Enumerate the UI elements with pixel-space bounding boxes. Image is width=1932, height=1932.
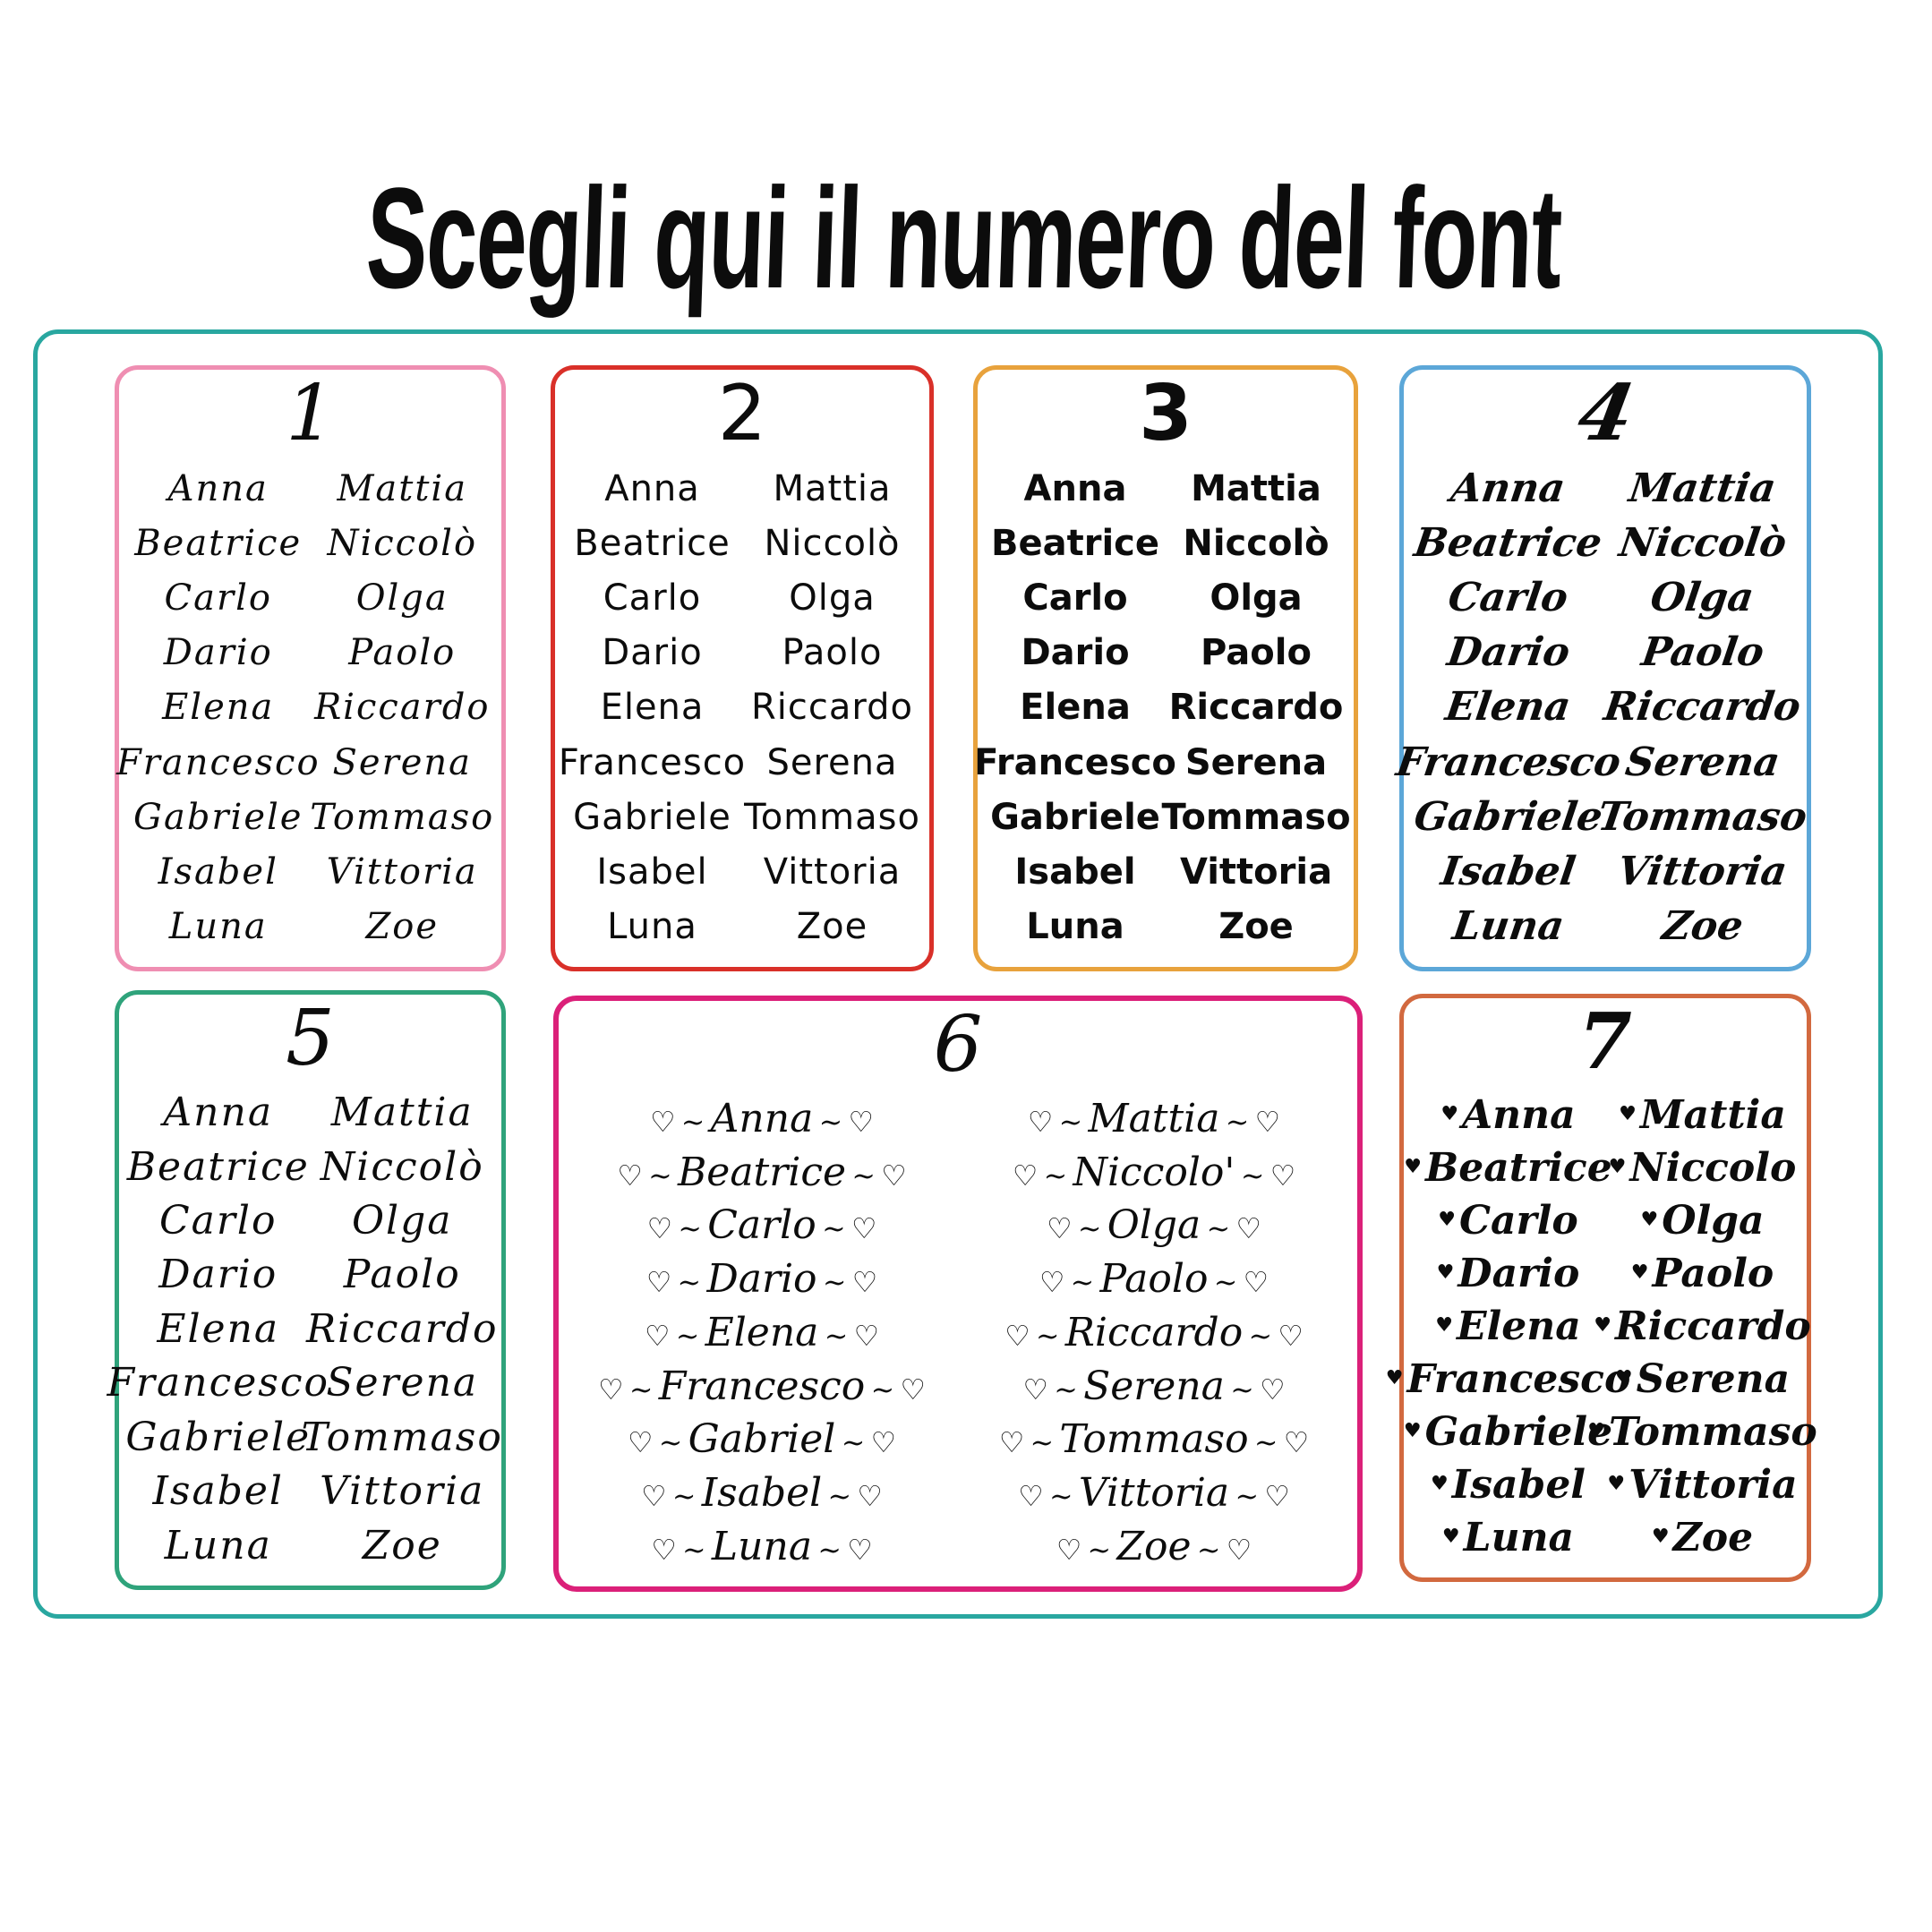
name-column-right: [958, 1092, 1350, 1574]
name-sample: Gabriele: [125, 1414, 312, 1460]
name-sample: ♥ Zoe: [1652, 1517, 1753, 1559]
name-sample: Vittoria: [320, 1468, 485, 1515]
name-sample: Serena: [332, 741, 472, 783]
name-sample: Francesco: [115, 741, 321, 783]
name-sample: Riccardo: [314, 687, 491, 729]
name-sample: Paolo: [1201, 632, 1312, 674]
name-sample: ♡ ∼ Elena ∼ ♡: [645, 1312, 879, 1354]
name-sample: Serena: [1184, 741, 1328, 783]
name-sample: ♡ ∼ Olga ∼ ♡: [1047, 1205, 1261, 1246]
font-panel-7: [1399, 994, 1817, 1582]
panel-number: 7: [1578, 996, 1632, 1087]
name-sample: Zoe: [1659, 903, 1746, 950]
panel-number: 2: [717, 369, 767, 458]
name-sample: Vittoria: [1179, 851, 1333, 893]
name-sample: Anna: [167, 467, 269, 509]
font-panel-4: [1393, 365, 1811, 971]
name-column-right: [1161, 461, 1351, 954]
name-sample: Olga: [355, 577, 449, 620]
name-sample: Tommaso: [1594, 793, 1810, 840]
name-sample: ♥ Vittoria: [1607, 1465, 1797, 1506]
name-sample: ♡ ∼ Isabel ∼ ♡: [641, 1473, 883, 1514]
name-sample: Paolo: [782, 632, 883, 674]
name-sample: Dario: [602, 632, 703, 674]
page-title-text: Scegli qui il numero del font: [363, 158, 1564, 318]
name-sample: Mattia: [330, 1090, 474, 1136]
name-sample: Anna: [1023, 467, 1127, 509]
name-sample: Mattia: [773, 467, 892, 509]
name-sample: Tommaso: [744, 796, 920, 838]
name-sample: Olga: [1210, 577, 1303, 620]
name-sample: Isabel: [1438, 849, 1578, 895]
name-sample: ♡ ∼ Serena ∼ ♡: [1022, 1366, 1285, 1407]
name-sample: Zoe: [796, 906, 868, 948]
panel-number: 5: [286, 994, 335, 1083]
name-sample: ♡ ∼ Francesco ∼ ♡: [598, 1366, 926, 1407]
name-sample: Vittoria: [1614, 849, 1791, 895]
name-sample: Luna: [168, 906, 268, 948]
name-sample: Olga: [1647, 574, 1757, 620]
name-sample: ♥ Dario: [1437, 1253, 1580, 1295]
name-sample: Riccardo: [306, 1305, 499, 1352]
name-sample: ♡ ∼ Vittoria ∼ ♡: [1018, 1473, 1289, 1514]
name-column-left: [558, 461, 747, 954]
name-sample: ♥ Paolo: [1631, 1253, 1774, 1295]
name-sample: Vittoria: [763, 851, 902, 893]
name-column-right: [1605, 1090, 1817, 1565]
name-sample: ♡ ∼ Paolo ∼ ♡: [1039, 1259, 1269, 1300]
name-sample: ♡ ∼ Gabriel ∼ ♡: [628, 1419, 896, 1460]
name-sample: Francesco: [1393, 739, 1624, 785]
name-sample: Beatrice: [126, 1143, 310, 1190]
panel-number: 6: [933, 1000, 983, 1090]
name-sample: ♡ ∼ Beatrice ∼ ♡: [617, 1152, 906, 1193]
name-sample: Olga: [351, 1198, 453, 1244]
name-sample: ♥ Isabel: [1431, 1465, 1586, 1506]
name-sample: Beatrice: [990, 522, 1159, 564]
name-sample: ♥ Elena: [1435, 1306, 1580, 1347]
name-sample: Serena: [326, 1360, 479, 1406]
name-sample: Serena: [1622, 739, 1782, 785]
panel-name-columns: [974, 461, 1351, 954]
name-sample: ♡ ∼ Riccardo ∼ ♡: [1004, 1312, 1304, 1354]
name-sample: Isabel: [152, 1468, 284, 1515]
name-sample: Mattia: [1626, 465, 1779, 511]
name-sample: Dario: [1444, 629, 1573, 676]
font-panel-2: [551, 365, 934, 971]
name-sample: ♡ ∼ Luna ∼ ♡: [651, 1526, 872, 1568]
name-sample: Luna: [1449, 903, 1567, 950]
name-sample: Carlo: [1022, 577, 1128, 620]
name-sample: Serena: [766, 741, 898, 783]
name-sample: Elena: [157, 1305, 280, 1352]
name-sample: ♡ ∼ Dario ∼ ♡: [646, 1259, 877, 1300]
name-sample: Isabel: [158, 851, 278, 893]
name-sample: Tommaso: [1161, 796, 1351, 838]
name-sample: Isabel: [596, 851, 708, 893]
panel-number: 4: [1571, 368, 1641, 458]
name-column-right: [311, 461, 495, 954]
name-sample: Carlo: [603, 577, 702, 620]
name-sample: ♥ Anna: [1440, 1095, 1575, 1136]
name-sample: Elena: [162, 687, 275, 729]
panel-number: 3: [1139, 369, 1193, 458]
name-sample: Francesco: [974, 741, 1176, 783]
name-sample: ♥ Luna: [1442, 1517, 1574, 1559]
name-sample: ♥ Niccolo: [1609, 1148, 1797, 1189]
name-sample: ♥ Mattia: [1619, 1095, 1786, 1136]
name-sample: ♥ Carlo: [1438, 1201, 1578, 1242]
name-sample: ♥ Gabriele: [1404, 1412, 1612, 1453]
name-column-left: [566, 1092, 958, 1574]
name-sample: Beatrice: [574, 522, 731, 564]
name-sample: Dario: [1021, 632, 1130, 674]
name-sample: ♥ Serena: [1615, 1359, 1790, 1400]
name-sample: ♡ ∼ Niccolo' ∼ ♡: [1013, 1152, 1295, 1193]
panel-name-columns: [558, 461, 922, 954]
name-column-right: [301, 1086, 503, 1573]
panel-name-columns: [115, 461, 495, 954]
name-sample: ♥ Francesco: [1386, 1359, 1631, 1400]
name-sample: Niccolò: [764, 522, 901, 564]
name-column-left: [1406, 1090, 1631, 1565]
panel-name-columns: [1406, 1090, 1817, 1565]
name-sample: Olga: [789, 577, 876, 620]
font-panel-3: [973, 365, 1358, 971]
name-sample: Gabriele: [573, 796, 731, 838]
name-sample: Carlo: [164, 577, 272, 620]
name-sample: Isabel: [1014, 851, 1136, 893]
name-sample: ♡ ∼ Zoe ∼ ♡: [1056, 1526, 1252, 1568]
name-sample: Francesco: [107, 1360, 330, 1406]
name-sample: Anna: [604, 467, 700, 509]
name-sample: Luna: [607, 906, 697, 948]
name-sample: Riccardo: [1168, 687, 1344, 729]
name-sample: Niccolò: [320, 1143, 484, 1190]
name-sample: Vittoria: [326, 851, 478, 893]
name-column-right: [742, 461, 922, 954]
name-sample: Tommaso: [310, 796, 495, 838]
name-sample: Mattia: [1191, 467, 1321, 509]
panel-name-columns: [1393, 461, 1810, 954]
name-sample: Carlo: [159, 1198, 278, 1244]
name-column-right: [1594, 461, 1810, 954]
font-panel-1: [115, 365, 506, 971]
name-sample: Luna: [1026, 906, 1124, 948]
name-sample: Riccardo: [1601, 684, 1804, 731]
name-sample: ♥ Tommaso: [1587, 1412, 1817, 1453]
name-sample: Niccolò: [327, 522, 478, 564]
name-sample: Dario: [158, 1252, 278, 1298]
name-sample: Anna: [1448, 465, 1569, 511]
name-sample: Paolo: [343, 1252, 461, 1298]
name-sample: Francesco: [558, 741, 747, 783]
name-sample: Beatrice: [134, 522, 303, 564]
name-sample: ♡ ∼ Mattia ∼ ♡: [1028, 1099, 1280, 1140]
name-sample: Zoe: [362, 1522, 442, 1569]
panel-name-columns: [566, 1092, 1350, 1574]
name-column-left: [115, 461, 321, 954]
name-sample: ♥ Olga: [1640, 1201, 1764, 1242]
font-panel-5: [107, 990, 506, 1590]
name-sample: Zoe: [365, 906, 440, 948]
name-sample: Niccolò: [1183, 522, 1329, 564]
name-sample: Gabriele: [990, 796, 1160, 838]
name-sample: Elena: [1020, 687, 1131, 729]
name-column-left: [974, 461, 1176, 954]
panel-name-columns: [107, 1086, 503, 1573]
name-sample: Gabriele: [133, 796, 303, 838]
font-panel-6: [553, 996, 1363, 1592]
name-sample: Mattia: [337, 467, 468, 509]
name-sample: Riccardo: [750, 687, 913, 729]
name-sample: Paolo: [1638, 629, 1767, 676]
name-sample: Beatrice: [1411, 519, 1605, 566]
name-sample: ♡ ∼ Tommaso ∼ ♡: [999, 1419, 1309, 1460]
name-sample: Zoe: [1218, 906, 1294, 948]
name-sample: ♡ ∼ Anna ∼ ♡: [650, 1099, 874, 1140]
name-sample: ♡ ∼ Carlo ∼ ♡: [647, 1205, 877, 1246]
name-sample: Paolo: [348, 632, 457, 674]
name-sample: ♥ Beatrice: [1404, 1148, 1611, 1189]
name-sample: Tommaso: [301, 1414, 503, 1460]
name-sample: Gabriele: [1411, 793, 1605, 840]
name-column-left: [1393, 461, 1624, 954]
name-sample: Niccolò: [1616, 519, 1790, 566]
name-sample: Anna: [163, 1090, 274, 1136]
name-sample: ♥ Riccardo: [1594, 1306, 1810, 1347]
panel-number: 1: [286, 369, 335, 458]
page-title: [0, 158, 1932, 318]
name-sample: Luna: [164, 1522, 272, 1569]
name-column-left: [107, 1086, 330, 1573]
name-sample: Elena: [600, 687, 705, 729]
name-sample: Dario: [163, 632, 273, 674]
name-sample: Elena: [1442, 684, 1574, 731]
name-sample: Carlo: [1445, 574, 1571, 620]
